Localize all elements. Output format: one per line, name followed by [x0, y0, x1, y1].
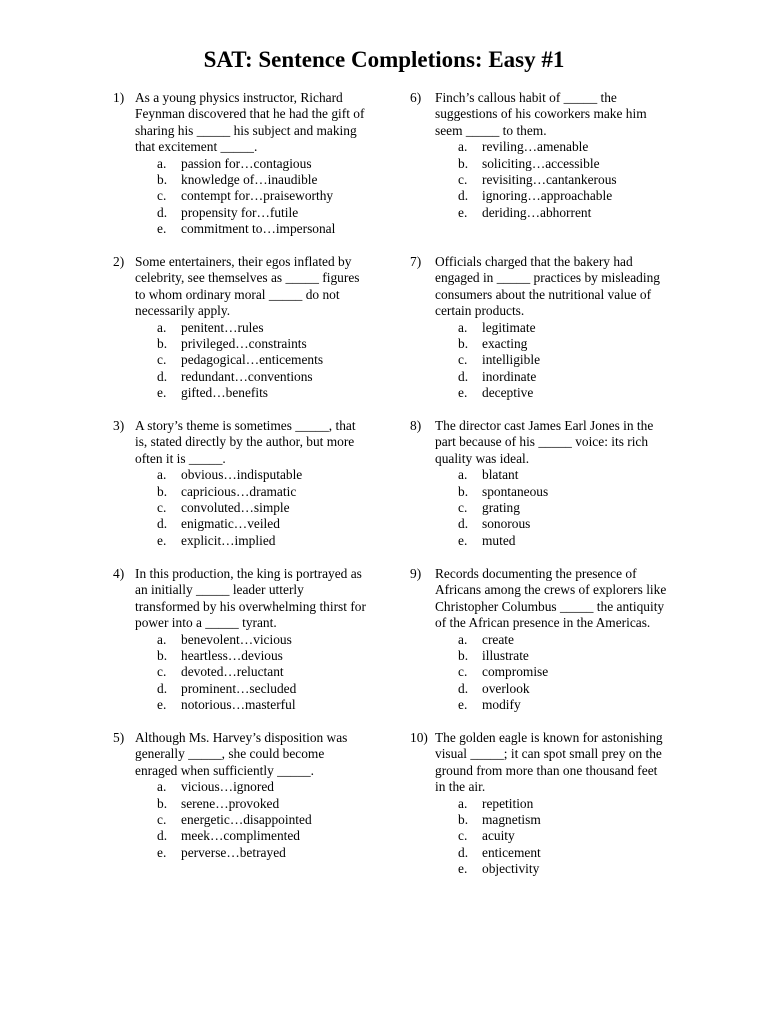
choice-d [157, 205, 393, 221]
choice-text: sonorous [482, 516, 531, 532]
choice-e [157, 697, 393, 713]
question-number: 2) [113, 254, 125, 269]
choice-a [157, 632, 393, 648]
choice-c [458, 500, 678, 516]
choice-text: privileged…constraints [181, 336, 307, 352]
choice-b [157, 648, 393, 664]
choice-a [157, 156, 393, 172]
page-title: SAT: Sentence Completions: Easy #1 [203, 47, 565, 72]
choice-text: grating [482, 500, 520, 515]
question-text: Finch’s callous habit of _____ the suggestions of his coworkers make him seem _____ to them. [435, 90, 647, 138]
choice-letter: e. [157, 385, 167, 401]
choice-c [157, 188, 393, 204]
choice-list [157, 632, 393, 714]
choice-b [458, 812, 678, 828]
choice-letter: b. [458, 648, 469, 664]
choice-text: create [482, 631, 514, 647]
choice-a [157, 779, 393, 795]
choice-text: perverse…betrayed [181, 844, 286, 860]
choice-letter: e. [458, 532, 468, 548]
choice-d [157, 828, 393, 844]
choice-text: legitimate [482, 319, 536, 335]
choice-c [157, 500, 393, 516]
choice-letter: e. [157, 697, 167, 713]
choice-letter: a. [458, 319, 468, 335]
choice-letter: a. [458, 795, 468, 811]
choice-letter: d. [458, 516, 469, 532]
choice-text: compromise [482, 664, 549, 680]
choice-c [157, 664, 393, 680]
choice-text: meek…complimented [181, 828, 300, 844]
choice-text: contempt for…praiseworthy [181, 188, 334, 204]
choice-letter: b. [157, 172, 168, 188]
question-text: The golden eagle is known for astonishing visual _____; it can spot small prey on the ground from more than one thousand feet in the air. [435, 730, 663, 795]
choice-b [157, 484, 393, 500]
choice-list [157, 156, 393, 238]
choice-letter: c. [157, 188, 167, 204]
question-text: Officials charged that the bakery had engaged in _____ practices by misleading consumers about the nutritional value of certain products. [435, 254, 660, 319]
choice-text: deriding…abhorrent [482, 204, 592, 220]
choice-letter: a. [157, 155, 167, 171]
choice-c [458, 172, 678, 188]
choice-a [157, 467, 393, 483]
question-3 [113, 418, 393, 549]
choice-e [458, 385, 678, 401]
choice-letter: e. [458, 697, 468, 713]
choice-text: serene…provoked [181, 795, 280, 811]
choice-text: repetition [482, 795, 534, 811]
choice-text: heartless…devious [181, 648, 283, 664]
choice-b [458, 648, 678, 664]
choice-e [157, 385, 393, 401]
choice-b [458, 156, 678, 172]
choice-letter: e. [458, 385, 468, 401]
choice-b [157, 336, 393, 352]
choice-list [458, 632, 678, 714]
choice-a [458, 139, 678, 155]
choice-list [157, 779, 393, 861]
choice-text: reviling…amenable [482, 139, 589, 155]
question-1 [113, 90, 393, 238]
question-text: A story’s theme is sometimes _____, that is, stated directly by the author, but more often it is _____. [135, 418, 356, 466]
choice-text: prominent…secluded [181, 680, 297, 696]
choice-text: intelligible [482, 352, 541, 368]
choice-b [458, 484, 678, 500]
choice-letter: a. [458, 467, 468, 483]
choice-a [157, 320, 393, 336]
choice-e [458, 697, 678, 713]
choice-text: energetic…disappointed [181, 812, 312, 827]
choice-list [458, 139, 678, 221]
choice-letter: c. [458, 172, 468, 187]
question-text: As a young physics instructor, Richard Feynman discovered that he had the gift of sharing his _____ his subject and making that excitement _____. [135, 90, 365, 155]
choice-b [157, 172, 393, 188]
choice-text: redundant…conventions [181, 368, 313, 384]
question-text: The director cast James Earl Jones in the part because of his _____ voice: its rich quality was ideal. [435, 418, 654, 466]
choice-d [458, 681, 678, 697]
question-number: 6) [410, 90, 422, 105]
choice-text: modify [482, 697, 521, 713]
choice-letter: b. [458, 483, 469, 499]
choice-text: soliciting…accessible [482, 155, 600, 171]
choice-letter: d. [458, 368, 469, 384]
choice-list [458, 796, 678, 878]
choice-e [157, 533, 393, 549]
question-text: Some entertainers, their egos inflated by celebrity, see themselves as _____ figures to whom ordinary moral _____ do not necessarily apply. [135, 254, 360, 319]
choice-text: inordinate [482, 368, 537, 384]
choice-text: muted [482, 532, 516, 548]
choice-list [157, 467, 393, 549]
choice-letter: a. [157, 319, 167, 335]
choice-text: enigmatic…veiled [181, 516, 280, 532]
choice-text: propensity for…futile [181, 204, 299, 220]
choice-letter: a. [157, 779, 167, 795]
choice-text: passion for…contagious [181, 155, 312, 171]
choice-text: revisiting…cantankerous [482, 172, 617, 187]
choice-letter: c. [458, 664, 468, 680]
question-6 [410, 90, 678, 221]
choice-c [157, 352, 393, 368]
choice-list [458, 467, 678, 549]
choice-letter: a. [458, 139, 468, 155]
question-text: Records documenting the presence of Africans among the crews of explorers like Christopher Columbus _____ the antiquity of the African presence in the Americas. [435, 566, 667, 631]
choice-b [157, 796, 393, 812]
choice-d [157, 369, 393, 385]
question-number: 1) [113, 90, 125, 105]
question-5 [113, 730, 393, 861]
choice-letter: e. [458, 204, 468, 220]
choice-text: deceptive [482, 385, 534, 401]
choice-letter: b. [157, 483, 168, 499]
choice-text: notorious…masterful [181, 697, 296, 713]
choice-c [458, 664, 678, 680]
choice-text: overlook [482, 680, 530, 696]
choice-d [157, 516, 393, 532]
choice-text: illustrate [482, 648, 529, 664]
choice-d [458, 845, 678, 861]
question-number: 4) [113, 566, 125, 581]
choice-d [458, 369, 678, 385]
choice-letter: a. [157, 467, 167, 483]
choice-text: commitment to…impersonal [181, 221, 336, 237]
choice-e [157, 221, 393, 237]
choice-e [157, 845, 393, 861]
choice-letter: c. [157, 812, 167, 827]
choice-letter: a. [458, 631, 468, 647]
choice-list [458, 320, 678, 402]
choice-letter: d. [458, 188, 469, 204]
question-2 [113, 254, 393, 402]
choice-text: capricious…dramatic [181, 483, 297, 499]
choice-e [458, 533, 678, 549]
choice-text: acuity [482, 828, 515, 844]
choice-letter: a. [157, 631, 167, 647]
choice-letter: d. [157, 368, 168, 384]
choice-a [458, 632, 678, 648]
question-number: 8) [410, 418, 422, 433]
choice-e [458, 205, 678, 221]
choice-text: penitent…rules [181, 319, 264, 335]
choice-text: spontaneous [482, 483, 549, 499]
choice-letter: e. [157, 221, 167, 237]
choice-c [458, 352, 678, 368]
question-text: Although Ms. Harvey’s disposition was generally _____, she could become enraged when sufficiently _____. [135, 730, 348, 778]
choice-e [458, 861, 678, 877]
choice-a [458, 320, 678, 336]
choice-text: benevolent…vicious [181, 631, 292, 647]
choice-letter: c. [458, 352, 468, 368]
question-10 [410, 730, 678, 878]
choice-letter: c. [157, 664, 167, 680]
choice-letter: d. [157, 516, 168, 532]
choice-letter: b. [458, 812, 469, 828]
choice-letter: e. [157, 532, 167, 548]
choice-c [458, 828, 678, 844]
choice-letter: b. [458, 336, 469, 352]
choice-text: exacting [482, 336, 528, 352]
choice-letter: c. [157, 500, 167, 515]
choice-text: magnetism [482, 812, 541, 828]
choice-letter: d. [157, 204, 168, 220]
question-8 [410, 418, 678, 549]
choice-letter: d. [458, 680, 469, 696]
question-text: In this production, the king is portrayed as an initially _____ leader utterly transformed by his overwhelming thirst for power into a _____ tyrant. [135, 566, 366, 631]
question-number: 10) [410, 730, 428, 745]
choice-letter: c. [157, 352, 167, 368]
choice-letter: b. [157, 648, 168, 664]
choice-letter: e. [157, 844, 167, 860]
question-7 [410, 254, 678, 402]
question-number: 3) [113, 418, 125, 433]
choice-a [458, 467, 678, 483]
choice-letter: e. [458, 861, 468, 877]
choice-text: explicit…implied [181, 532, 276, 548]
choice-text: vicious…ignored [181, 779, 274, 795]
choice-list [157, 320, 393, 402]
choice-d [458, 188, 678, 204]
choice-letter: b. [458, 155, 469, 171]
choice-text: ignoring…approachable [482, 188, 613, 204]
choice-letter: c. [458, 500, 468, 515]
choice-d [458, 516, 678, 532]
choice-c [157, 812, 393, 828]
choice-d [157, 681, 393, 697]
choice-text: devoted…reluctant [181, 664, 284, 680]
question-4 [113, 566, 393, 714]
choice-letter: c. [458, 828, 468, 844]
choice-text: enticement [482, 844, 541, 860]
choice-text: gifted…benefits [181, 385, 269, 401]
question-9 [410, 566, 678, 714]
choice-letter: b. [157, 795, 168, 811]
choice-letter: d. [157, 680, 168, 696]
choice-text: objectivity [482, 861, 540, 877]
choice-b [458, 336, 678, 352]
choice-letter: d. [458, 844, 469, 860]
choice-a [458, 796, 678, 812]
choice-text: blatant [482, 467, 519, 483]
choice-text: pedagogical…enticements [181, 352, 324, 368]
choice-letter: d. [157, 828, 168, 844]
choice-text: convoluted…simple [181, 500, 290, 515]
question-number: 5) [113, 730, 125, 745]
choice-text: knowledge of…inaudible [181, 172, 318, 188]
choice-letter: b. [157, 336, 168, 352]
question-number: 7) [410, 254, 422, 269]
question-number: 9) [410, 566, 422, 581]
choice-text: obvious…indisputable [181, 467, 303, 483]
